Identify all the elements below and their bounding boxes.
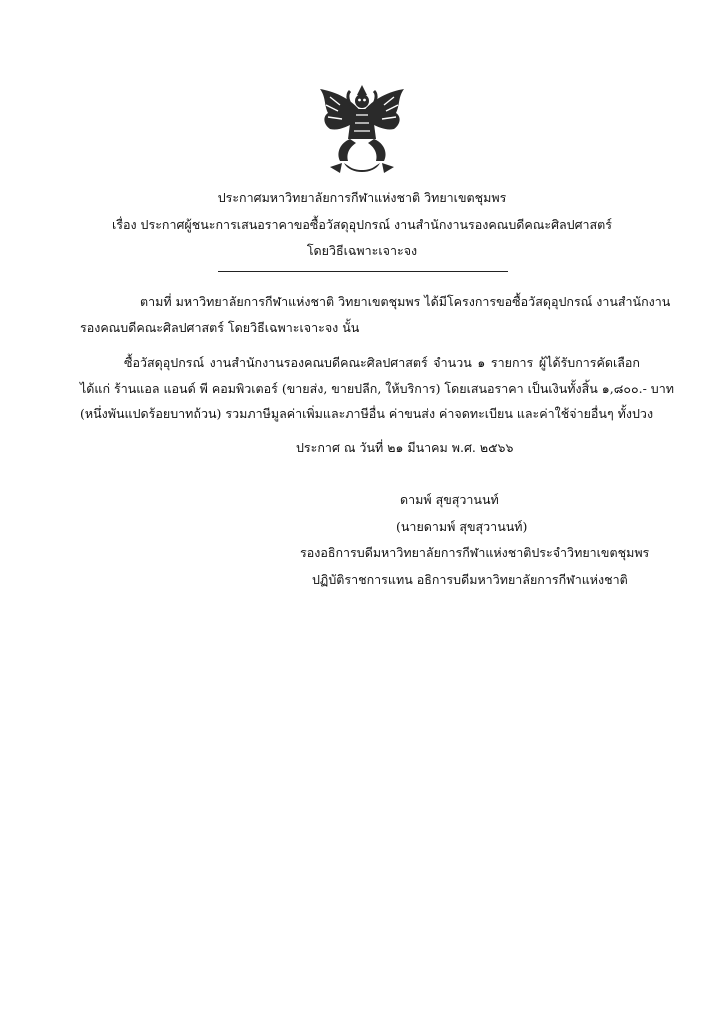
paragraph-2-line-3: (หนึ่งพันแปดร้อยบาทถ้วน) รวมภาษีมูลค่าเพิ่มและภาษีอื่น ค่าขนส่ง ค่าจดทะเบียน และค่าใช้จ่ายอื่นๆ ทั้งปวง — [80, 406, 654, 421]
signatory-acting-on-behalf: ปฏิบัติราชการแทน อธิการบดีมหาวิทยาลัยการกีฬาแห่งชาติ — [312, 572, 628, 587]
signatory-position: รองอธิการบดีมหาวิทยาลัยการกีฬาแห่งชาติประจำวิทยาเขตชุมพร — [300, 545, 650, 560]
paragraph-2-line-1: ซื้อวัสดุอุปกรณ์ งานสำนักงานรองคณบดีคณะศิลปศาสตร์ จำนวน ๑ รายการ ผู้ได้รับการคัดเลือก — [124, 355, 640, 370]
procurement-method: โดยวิธีเฉพาะเจาะจง — [306, 243, 418, 258]
paragraph-2-line-2: ได้แก่ ร้านแอล แอนด์ พี คอมพิวเตอร์ (ขายส่ง, ขายปลีก, ให้บริการ) โดยเสนอราคา เป็นเงินทั้งสิ้น ๑,๘๐๐.- บาท — [80, 381, 674, 396]
paragraph-1-line-2: รองคณบดีคณะศิลปศาสตร์ โดยวิธีเฉพาะเจาะจง นั้น — [80, 320, 360, 335]
paragraph-1-line-1: ตามที่ มหาวิทยาลัยการกีฬาแห่งชาติ วิทยาเขตชุมพร ได้มีโครงการขอซื้อวัสดุอุปกรณ์ งานสำนักงาน — [140, 294, 671, 309]
header-divider — [218, 271, 508, 272]
announcement-subject: เรื่อง ประกาศผู้ชนะการเสนอราคาขอซื้อวัสดุอุปกรณ์ งานสำนักงานรองคณบดีคณะศิลปศาสตร์ — [111, 217, 613, 232]
signature-name: ดามพ์ สุขสุวานนท์ — [400, 492, 499, 507]
announcement-date: ประกาศ ณ วันที่ ๒๑ มีนาคม พ.ศ. ๒๕๖๖ — [296, 440, 514, 455]
garuda-emblem-icon — [310, 83, 414, 181]
announcement-title: ประกาศมหาวิทยาลัยการกีฬาแห่งชาติ วิทยาเขตชุมพร — [217, 190, 507, 205]
signatory-printed-name: (นายดามพ์ สุขสุวานนท์) — [396, 519, 528, 534]
